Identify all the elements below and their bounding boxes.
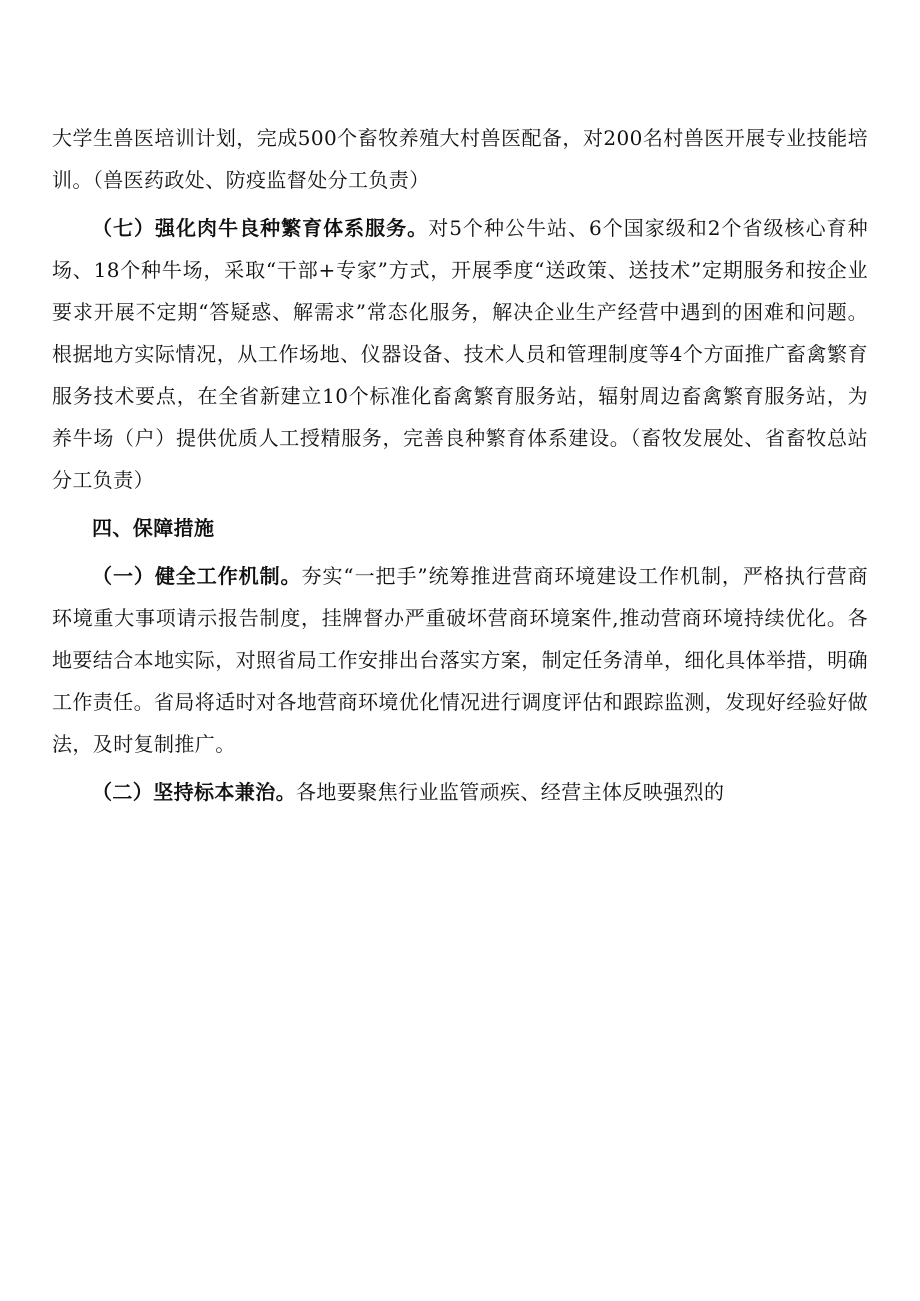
paragraph-text: 各地要聚焦行业监管顽疾、经营主体反映强烈的 <box>296 780 725 804</box>
paragraph-lead-heading: （七）强化肉牛良种繁育体系服务。 <box>92 216 429 240</box>
paragraph-lead-heading: （二）坚持标本兼治。 <box>92 780 296 804</box>
paragraph-root-causes <box>52 771 868 813</box>
section-heading-safeguards: 四、保障措施 <box>92 516 215 540</box>
paragraph-text: 对5个种公牛站、6个国家级和2个省级核心育种场、18个种牛场，采取“干部+专家”方式，开展季度“送政策、送技术”定期服务和按企业要求开展不定期“答疑惑、解需求”常态化服务，解决企业生产经营中遇到的困难和问题。根据地方实际情况，从工作场地、仪器设备、技术人员和管理制度等4个方面推广畜禽繁育服务技术要点，在全省新建立10个标准化畜禽繁育服务站，辐射周边畜禽繁育服务站，为养牛场（户）提供优质人工授精服务，完善良种繁育体系建设。（畜牧发展处、省畜牧总站分工负责） <box>52 216 868 492</box>
document-body <box>52 117 868 819</box>
paragraph-text: 夯实“一把手”统筹推进营商环境建设工作机制，严格执行营商环境重大事项请示报告制度，挂牌督办严重破坏营商环境案件,推动营商环境持续优化。各地要结合本地实际，对照省局工作安排出台落实方案，制定任务清单，细化具体举措，明确工作责任。省局将适时对各地营商环境优化情况进行调度评估和跟踪监测，发现好经验好做法，及时复制推广。 <box>52 564 868 756</box>
paragraph-work-mechanism <box>52 555 868 765</box>
paragraph-cattle-breeding <box>52 207 868 501</box>
paragraph-text: 大学生兽医培训计划，完成500个畜牧养殖大村兽医配备，对200名村兽医开展专业技能培训。（兽医药政处、防疫监督处分工负责） <box>52 126 868 192</box>
paragraph-lead-heading: （一）健全工作机制。 <box>92 564 302 588</box>
paragraph-vet-training <box>52 117 868 201</box>
